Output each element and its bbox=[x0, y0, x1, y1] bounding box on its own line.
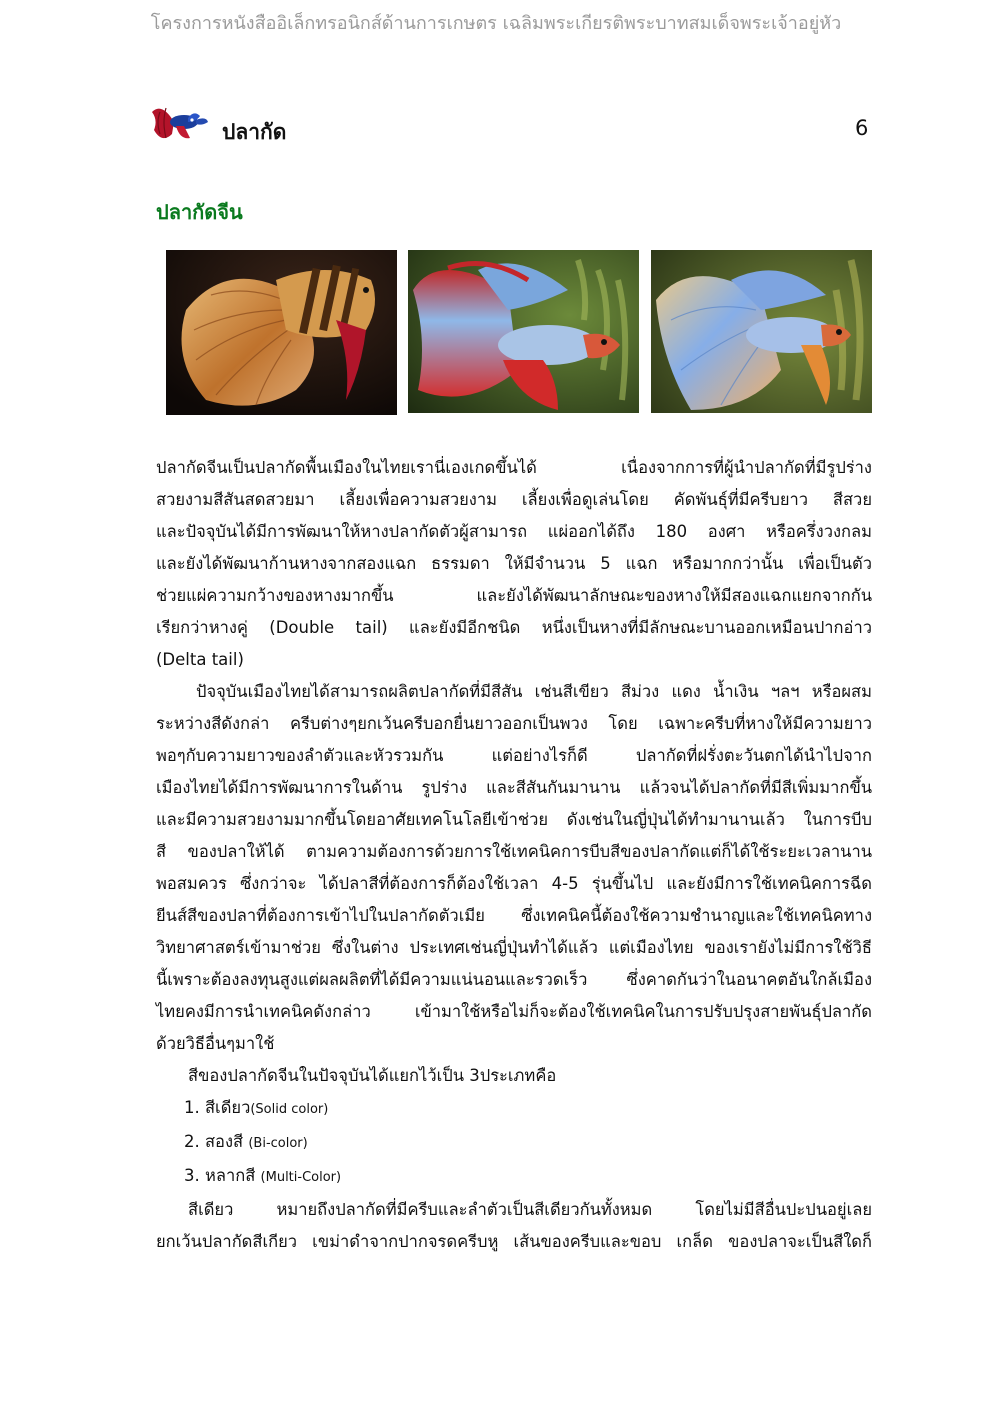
text-line: ช่วยแผ่ความกว้างของหางมากขึ้น และยังได้พัฒนาลักษณะของหางให้มีสองแฉกแยกจากกัน bbox=[156, 586, 872, 605]
text-line: ไทยคงมีการนำเทคนิคดังกล่าว เข้ามาใช้หรือไม่ก็จะต้องใช้เทคนิคในการปรับปรุงสายพันธุ์ปลากัด bbox=[156, 1002, 872, 1021]
text-line: วิทยาศาสตร์เข้ามาช่วย ซึ่งในต่าง ประเทศเช่นญี่ปุ่นทำได้แล้ว แต่เมืองไทย ของเรายังไม่มีการใช้วิธี bbox=[156, 938, 872, 957]
text-line: และมีความสวยงามมากขึ้นโดยอาศัยเทคโนโลยีเข้าช่วย ดังเช่นในญี่ปุ่นได้ทำมานานเล้ว ในการบีบ bbox=[156, 810, 872, 829]
text-line: และปัจจุบันได้มีการพัฒนาให้หางปลากัดตัวผู้สามารถ แผ่ออกได้ถึง 180 องศา หรือครึ่งวงกลม bbox=[156, 522, 872, 541]
text-line: ยีนส์สีของปลาที่ต้องการเข้าไปในปลากัดตัวเมีย ซึ่งเทคนิคนี้ต้องใช้ความชำนาญและใช้เทคนิคทาง bbox=[156, 906, 872, 925]
text-line: ยกเว้นปลากัดสีเกียว เขม่าดำจากปากจรดครีบหู เส้นของครีบและขอบ เกล็ด ของปลาจะเป็นสีใดก็ bbox=[156, 1232, 872, 1251]
text-line: พอสมควร ซึ่งกว่าจะ ได้ปลาสีที่ต้องการก็ต้องใช้เวลา 4-5 รุ่นขึ้นไป และยังมีการใช้เทคนิคการฉีด bbox=[156, 874, 872, 893]
text-line: สี ของปลาให้ได้ ตามความต้องการด้วยการใช้เทคนิคการบีบสีของปลากัดแต่ก็ได้ใช้ระยะเวลานาน bbox=[156, 842, 872, 861]
running-header: โครงการหนังสืออิเล็กทรอนิกส์ด้านการเกษตร เฉลิมพระเกียรติพระบาทสมเด็จพระเจ้าอยู่หัว bbox=[150, 13, 842, 34]
text-line: นี้เพราะต้องลงทุนสูงแต่ผลผลิตที่ได้มีความแน่นอนและรวดเร็ว ซึ่งคาดกันว่าในอนาคตอันใกล้เมือง bbox=[156, 970, 872, 989]
text-line: เรียกว่าหางคู่ (Double tail) และยังมีอีกชนิด หนึ่งเป็นหางที่มีลักษณะบานออกเหมือนปากอ่าว bbox=[156, 618, 872, 637]
betta-fish-logo-icon bbox=[150, 100, 210, 148]
betta-fish-photo-orange-striped bbox=[166, 250, 397, 415]
text-line: (Delta tail) bbox=[156, 650, 244, 669]
list-item: 3. หลากสี (Multi-Color) bbox=[184, 1166, 342, 1185]
text-line: สวยงามสีสันสดสวยมา เลี้ยงเพื่อความสวยงาม เลี้ยงเพื่อดูเล่นโดย คัดพันธุ์ที่มีครีบยาว สีสวย bbox=[156, 490, 872, 509]
text-line: เมืองไทยได้มีการพัฒนาการในด้าน รูปร่าง และสีสันกันมานาน แล้วจนได้ปลากัดที่มีสีเพิ่มมากขึ้น bbox=[156, 778, 872, 797]
text-line: สีเดียว หมายถึงปลากัดที่มีครีบและลำตัวเป็นสีเดียวกันทั้งหมด โดยไม่มีสีอื่นปะปนอยู่เลย bbox=[188, 1200, 872, 1219]
page-number: 6 bbox=[855, 116, 869, 140]
list-item: 2. สองสี (Bi-color) bbox=[184, 1132, 308, 1151]
article-body bbox=[156, 452, 872, 1258]
paragraph-solid-color bbox=[156, 1194, 872, 1258]
text-line: ปลากัดจีนเป็นปลากัดพื้นเมืองในไทยเรานี่เองเกดขึ้นได้ เนื่องจากการที่ผู้นำปลากัดที่มีรูปร่าง bbox=[156, 458, 872, 477]
section-heading: ปลากัดจีน bbox=[156, 200, 243, 224]
paragraph-delta-tail bbox=[156, 452, 872, 676]
text-line: ปัจจุบันเมืองไทยได้สามารถผลิตปลากัดที่มีสีสัน เช่นสีเขียว สีม่วง แดง น้ำเงิน ฯลฯ หรือผสม bbox=[196, 682, 872, 701]
betta-fish-photo-red-blue bbox=[408, 250, 639, 413]
chapter-title: ปลากัด bbox=[222, 120, 287, 144]
text-line: ด้วยวิธีอื่นๆมาใช้ bbox=[156, 1034, 275, 1053]
paragraph-breeding bbox=[156, 676, 872, 1060]
betta-fish-photo-blue-orange bbox=[651, 250, 872, 413]
text-line: และยังได้พัฒนาก้านหางจากสองแฉก ธรรมดา ให้มีจำนวน 5 แฉก หรือมากกว่านั้น เพื่อเป็นตัว bbox=[156, 554, 872, 573]
text-line: ระหว่างสีดังกล่า ครีบต่างๆยกเว้นครีบอกยื่นยาวออกเป็นพวง โดย เฉพาะครีบที่หางให้มีความยาว bbox=[156, 714, 872, 733]
color-types-intro: สีของปลากัดจีนในปัจจุบันได้แยกไว้เป็น 3ประเภทคือ bbox=[188, 1066, 557, 1085]
list-item: 1. สีเดียว(Solid color) bbox=[184, 1098, 329, 1117]
color-types-list bbox=[156, 1092, 872, 1194]
text-line: พอๆกับความยาวของลำตัวและหัวรวมกัน แต่อย่างไรก็ดี ปลากัดที่ฝรั่งตะวันตกได้นำไปจาก bbox=[156, 746, 872, 765]
